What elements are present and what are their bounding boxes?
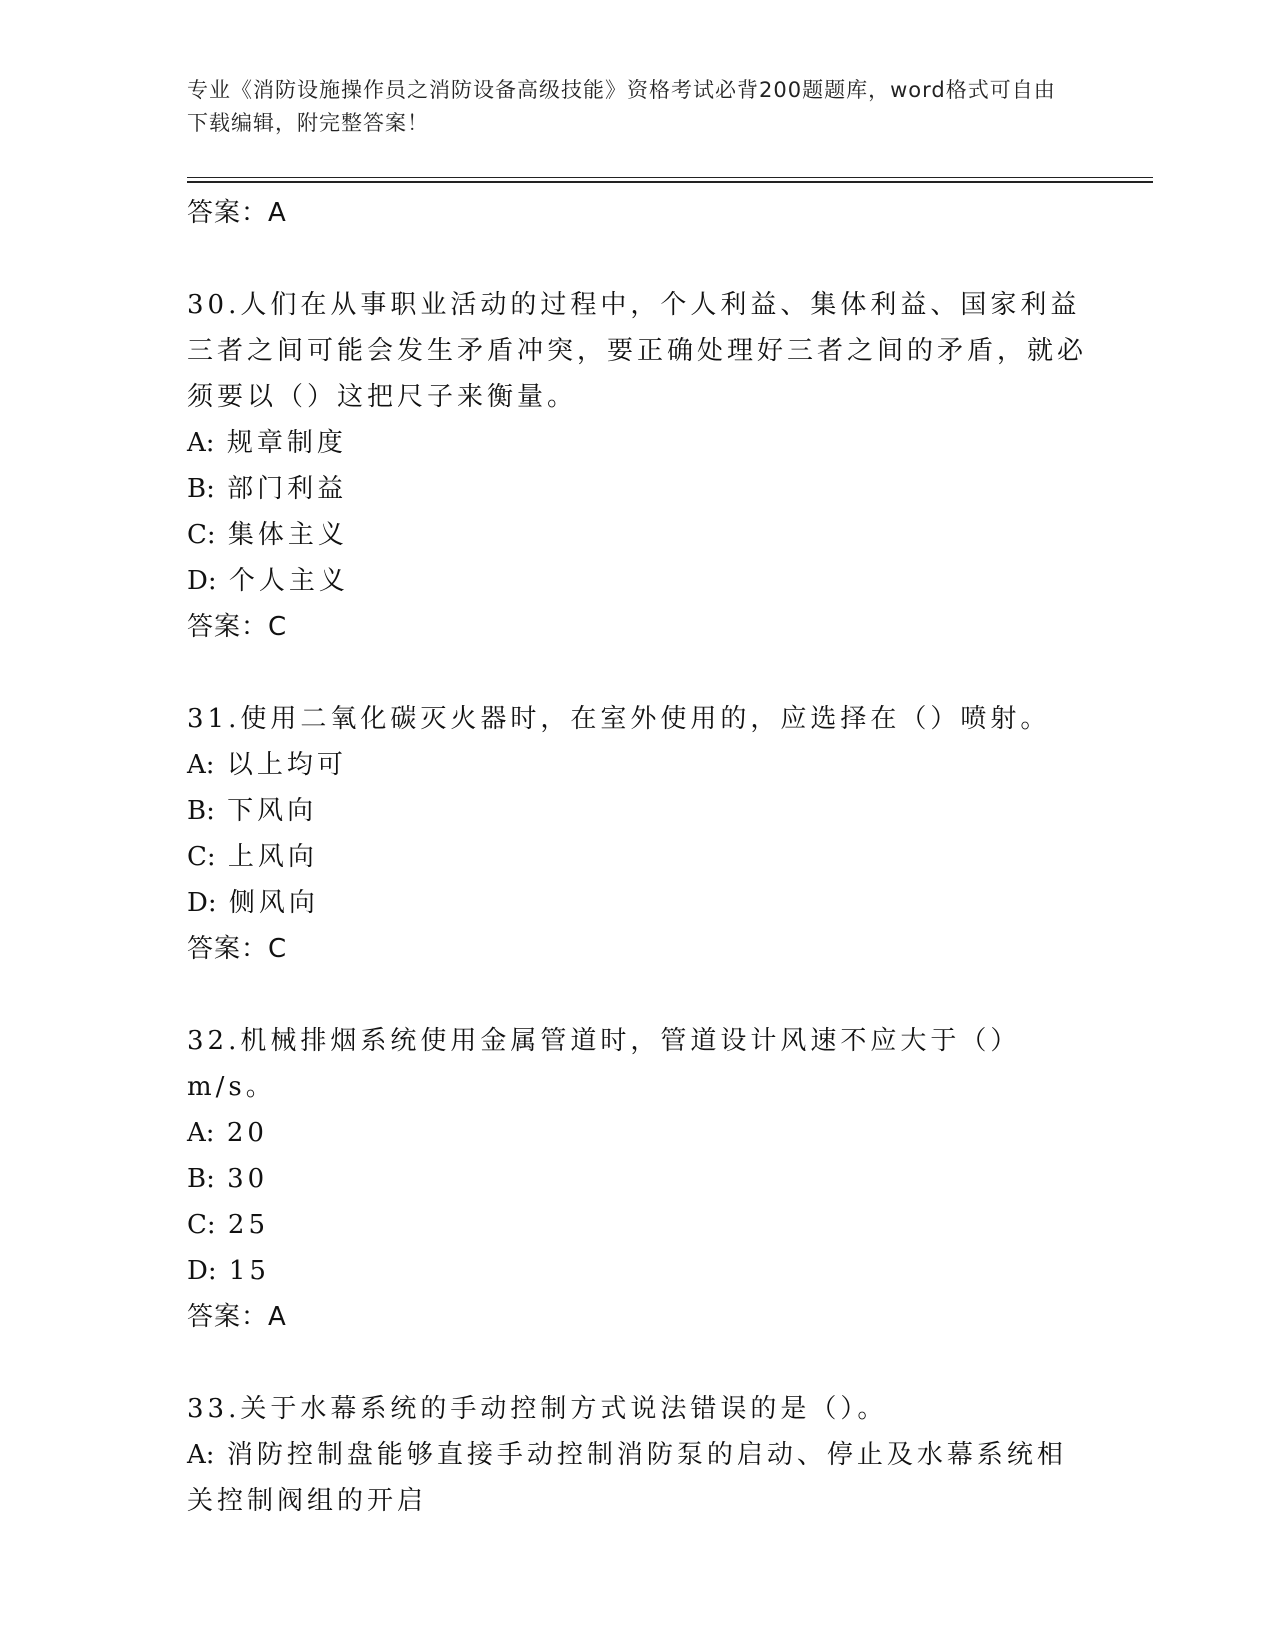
option-text: 20 xyxy=(226,1118,268,1148)
answer-line: 答案：C xyxy=(187,612,288,642)
option-text: 下风向 xyxy=(227,796,318,826)
option-d xyxy=(187,1248,1087,1294)
option-c xyxy=(187,1202,1087,1248)
option-key: C: xyxy=(187,520,216,550)
option-key: D: xyxy=(187,888,217,918)
option-c xyxy=(187,834,1087,880)
option-key: A: xyxy=(187,1118,215,1148)
option-a xyxy=(187,1432,1087,1524)
question-text: 33.关于水幕系统的手动控制方式说法错误的是（）。 xyxy=(187,1394,888,1424)
question-text: 32.机械排烟系统使用金属管道时，管道设计风速不应大于（）m/s。 xyxy=(187,1026,1021,1102)
answer-line: 答案：A xyxy=(187,1302,287,1332)
question-30 xyxy=(187,282,1087,650)
option-key: A: xyxy=(187,428,215,458)
option-c xyxy=(187,512,1087,558)
option-key: B: xyxy=(187,1164,215,1194)
option-key: D: xyxy=(187,566,217,596)
option-key: C: xyxy=(187,842,216,872)
option-key: B: xyxy=(187,474,215,504)
option-b xyxy=(187,466,1087,512)
option-text: 侧风向 xyxy=(228,888,319,918)
option-text: 个人主义 xyxy=(228,566,349,596)
option-text: 集体主义 xyxy=(227,520,348,550)
option-b xyxy=(187,1156,1087,1202)
question-text: 31.使用二氧化碳灭火器时，在室外使用的，应选择在（）喷射。 xyxy=(187,704,1051,734)
header-divider xyxy=(187,177,1153,178)
answer-line: 答案：C xyxy=(187,934,288,964)
option-text: 部门利益 xyxy=(227,474,348,504)
option-key: C: xyxy=(187,1210,216,1240)
question-list xyxy=(187,190,1087,1524)
option-key: A: xyxy=(187,1440,215,1470)
option-a xyxy=(187,742,1087,788)
option-text: 15 xyxy=(228,1256,270,1286)
option-text: 上风向 xyxy=(227,842,318,872)
question-text: 30.人们在从事职业活动的过程中，个人利益、集体利益、国家利益三者之间可能会发生矛盾冲突，要正确处理好三者之间的矛盾，就必须要以（）这把尺子来衡量。 xyxy=(187,290,1088,412)
option-key: D: xyxy=(187,1256,217,1286)
option-text: 30 xyxy=(227,1164,269,1194)
option-text: 规章制度 xyxy=(226,428,347,458)
header-divider-thick xyxy=(187,181,1153,183)
option-d xyxy=(187,558,1087,604)
option-d xyxy=(187,880,1087,926)
document-header: 专业《消防设施操作员之消防设备高级技能》资格考试必背200题题库，word格式可自由下载编辑，附完整答案！ xyxy=(187,78,1056,135)
option-a xyxy=(187,420,1087,466)
question-33 xyxy=(187,1386,1087,1524)
option-a xyxy=(187,1110,1087,1156)
option-key: B: xyxy=(187,796,215,826)
answer-line: 答案：A xyxy=(187,198,287,228)
option-text: 以上均可 xyxy=(226,750,347,780)
option-key: A: xyxy=(187,750,215,780)
option-text: 25 xyxy=(227,1210,270,1240)
question-32 xyxy=(187,1018,1087,1340)
option-b xyxy=(187,788,1087,834)
question-31 xyxy=(187,696,1087,972)
option-text: 消防控制盘能够直接手动控制消防泵的启动、停止及水幕系统相关控制阀组的开启 xyxy=(187,1440,1067,1516)
